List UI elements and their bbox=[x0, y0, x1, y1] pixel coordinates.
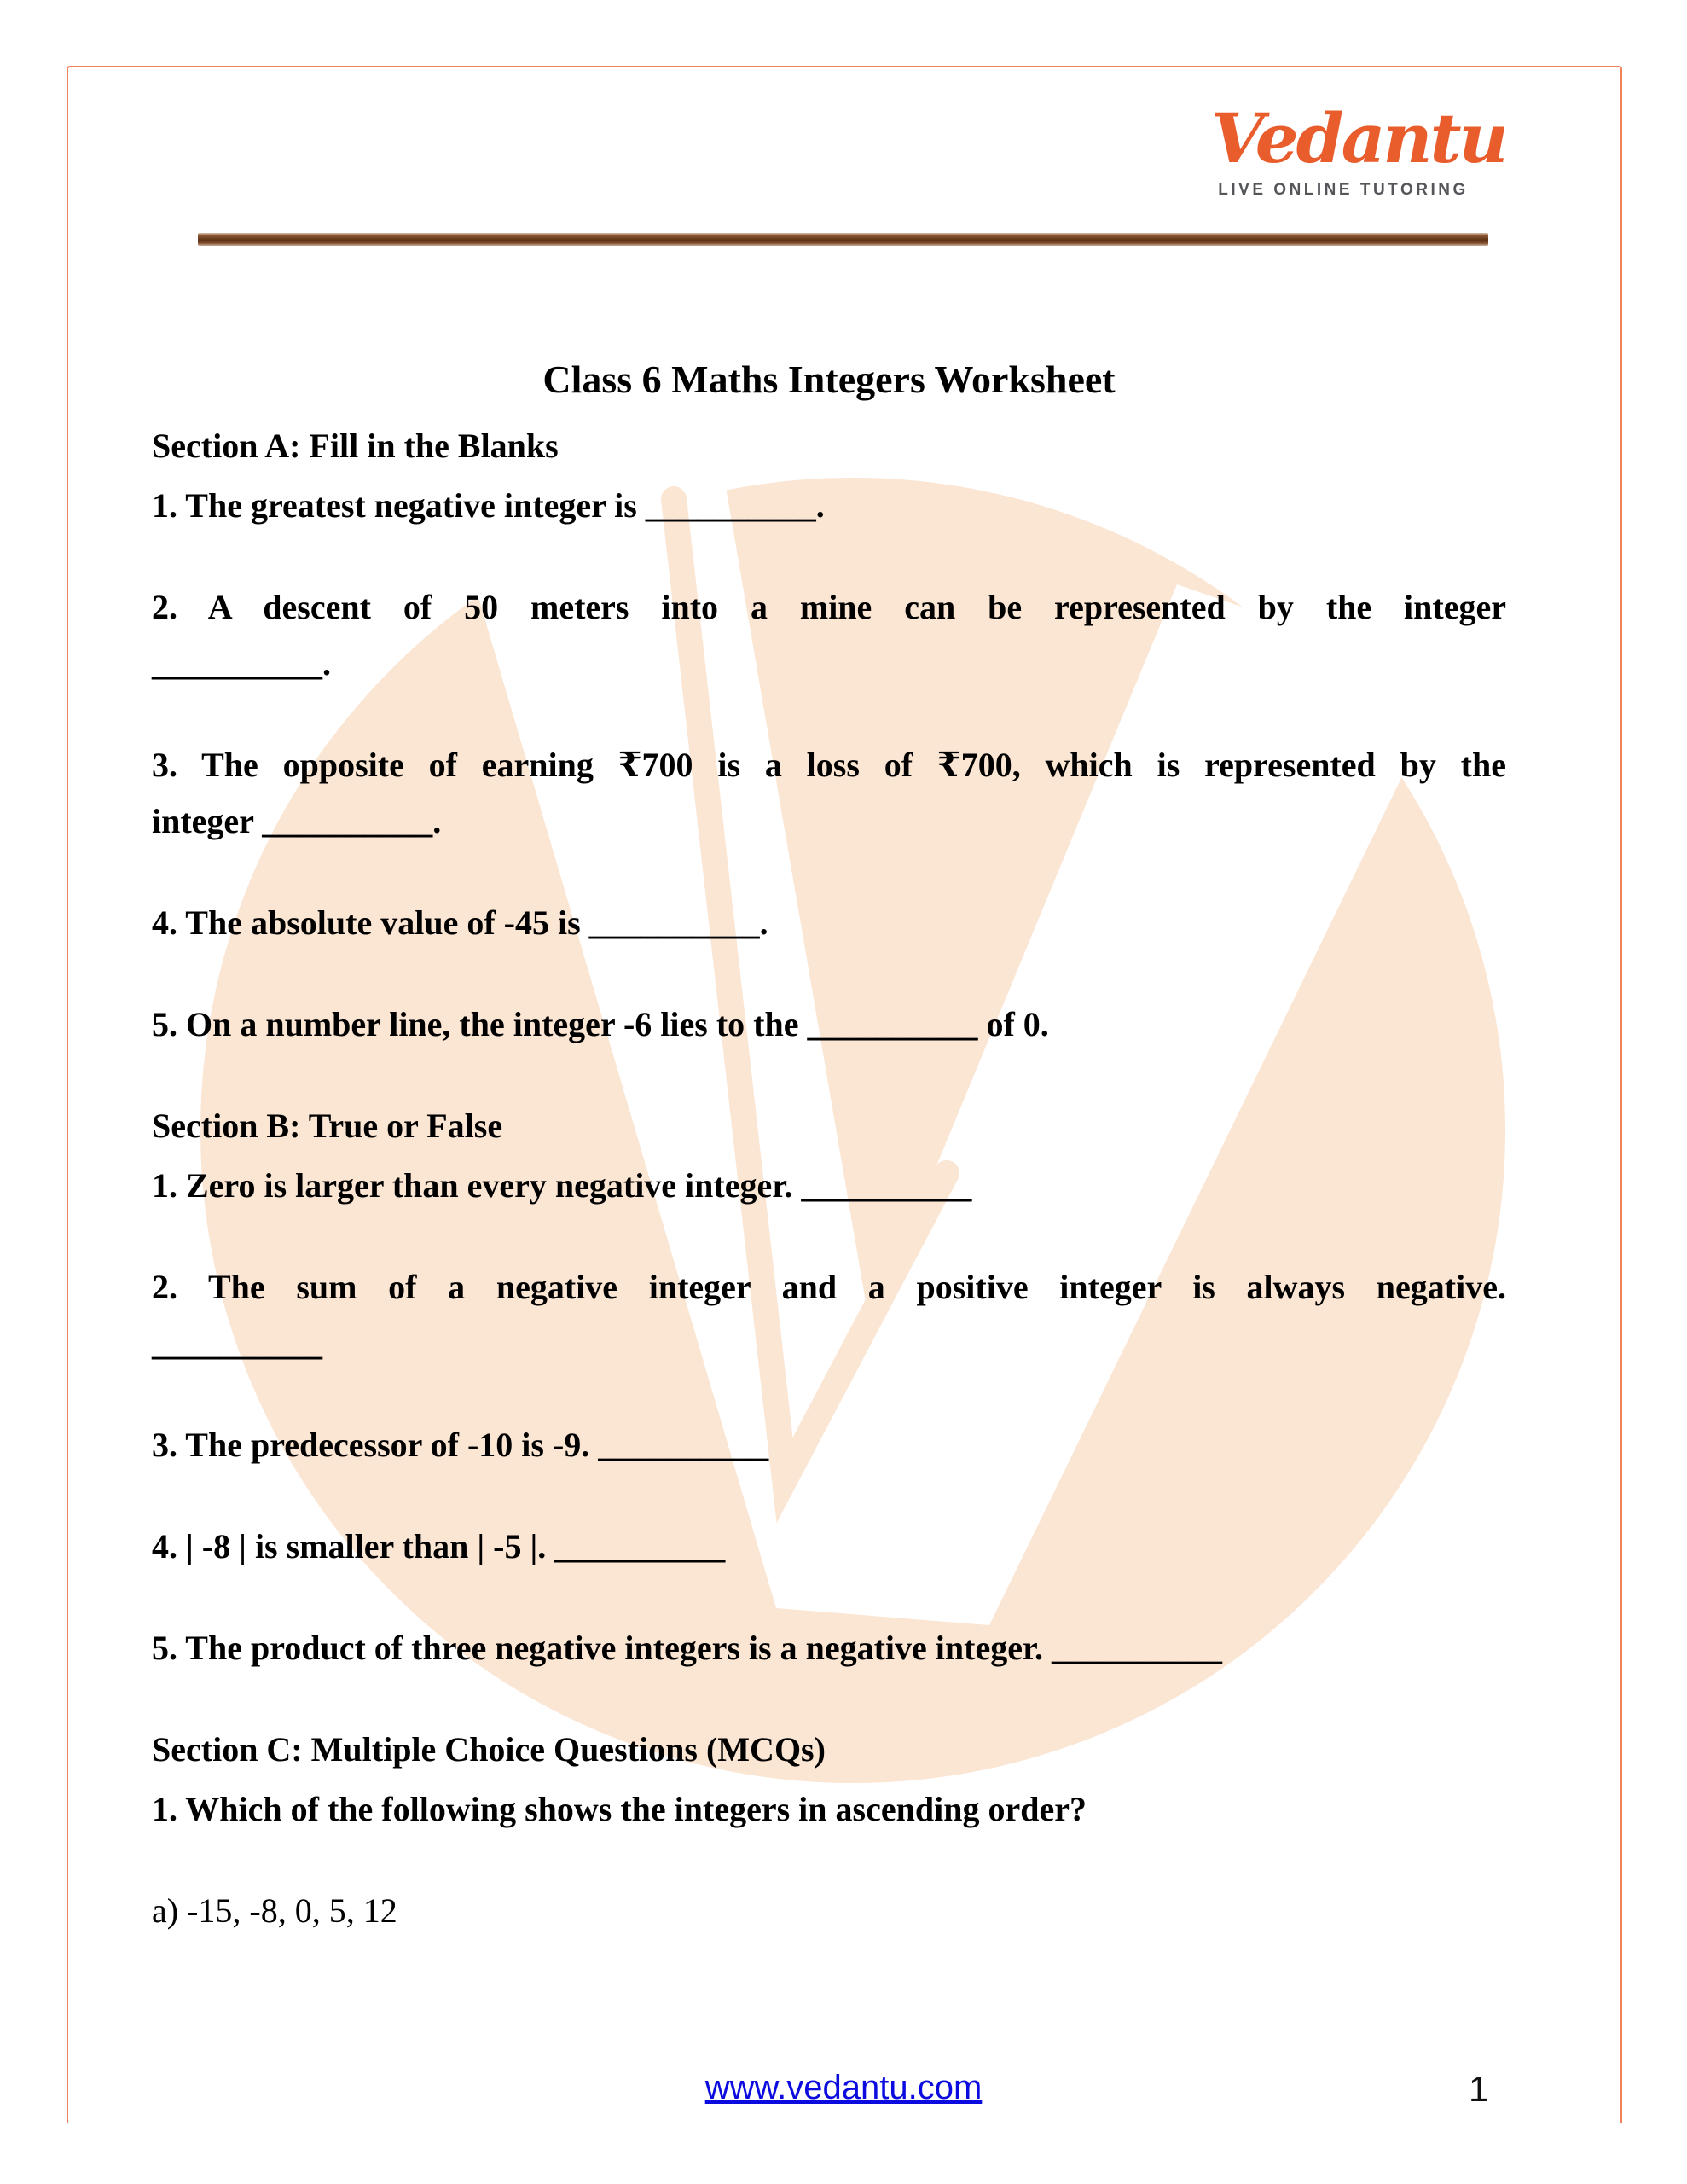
question-c1 bbox=[152, 1781, 1506, 1838]
question-b5-text: 5. The product of three negative integers is a negative integer. __________ bbox=[152, 1629, 1223, 1667]
question-a1-text: 1. The greatest negative integer is __________. bbox=[152, 486, 825, 525]
question-a3-text: 3. The opposite of earning ₹700 is a loss of ₹700, which is represented by the bbox=[152, 746, 1506, 784]
worksheet-content bbox=[152, 350, 1506, 1939]
question-a2-blank: __________. bbox=[152, 644, 331, 682]
question-b5 bbox=[152, 1620, 1506, 1676]
section-b-heading: Section B: True or False bbox=[152, 1107, 503, 1145]
question-b1 bbox=[152, 1158, 1506, 1214]
question-c1-text: 1. Which of the following shows the integers in ascending order? bbox=[152, 1790, 1087, 1828]
question-b4-text: 4. | -8 | is smaller than | -5 |. __________ bbox=[152, 1527, 726, 1565]
question-a2-text: 2. A descent of 50 meters into a mine can be represented by the integer bbox=[152, 588, 1506, 626]
vedantu-logo-text: Vedantu bbox=[1211, 98, 1506, 178]
question-a4-text: 4. The absolute value of -45 is __________. bbox=[152, 903, 768, 942]
question-b3 bbox=[152, 1417, 1506, 1473]
question-b4 bbox=[152, 1519, 1506, 1575]
question-a5 bbox=[152, 996, 1506, 1053]
footer bbox=[0, 2068, 1687, 2107]
header-rule bbox=[198, 233, 1488, 246]
question-b1-text: 1. Zero is larger than every negative integer. __________ bbox=[152, 1166, 972, 1205]
question-a3-blank: integer __________. bbox=[152, 802, 442, 840]
question-a1 bbox=[152, 478, 1506, 534]
question-b2-text: 2. The sum of a negative integer and a positive integer is always negative. bbox=[152, 1268, 1506, 1306]
question-b2-blank: __________ bbox=[152, 1324, 322, 1362]
vedantu-logo bbox=[1211, 98, 1506, 200]
section-c-heading: Section C: Multiple Choice Questions (MCQs) bbox=[152, 1730, 826, 1769]
vedantu-link[interactable]: www.vedantu.com bbox=[704, 2069, 983, 2106]
question-a3 bbox=[152, 737, 1506, 850]
question-a5-text: 5. On a number line, the integer -6 lies to the __________ of 0. bbox=[152, 1005, 1049, 1043]
question-b3-text: 3. The predecessor of -10 is -9. __________ bbox=[152, 1426, 769, 1464]
mcq-option-a: a) -15, -8, 0, 5, 12 bbox=[152, 1891, 397, 1930]
question-b2 bbox=[152, 1259, 1506, 1372]
page-title: Class 6 Maths Integers Worksheet bbox=[542, 357, 1116, 401]
question-a4 bbox=[152, 895, 1506, 951]
question-a2 bbox=[152, 579, 1506, 692]
vedantu-logo-tagline: LIVE ONLINE TUTORING bbox=[1218, 181, 1469, 199]
section-a-heading: Section A: Fill in the Blanks bbox=[152, 427, 559, 465]
page-number: 1 bbox=[1469, 2069, 1489, 2109]
